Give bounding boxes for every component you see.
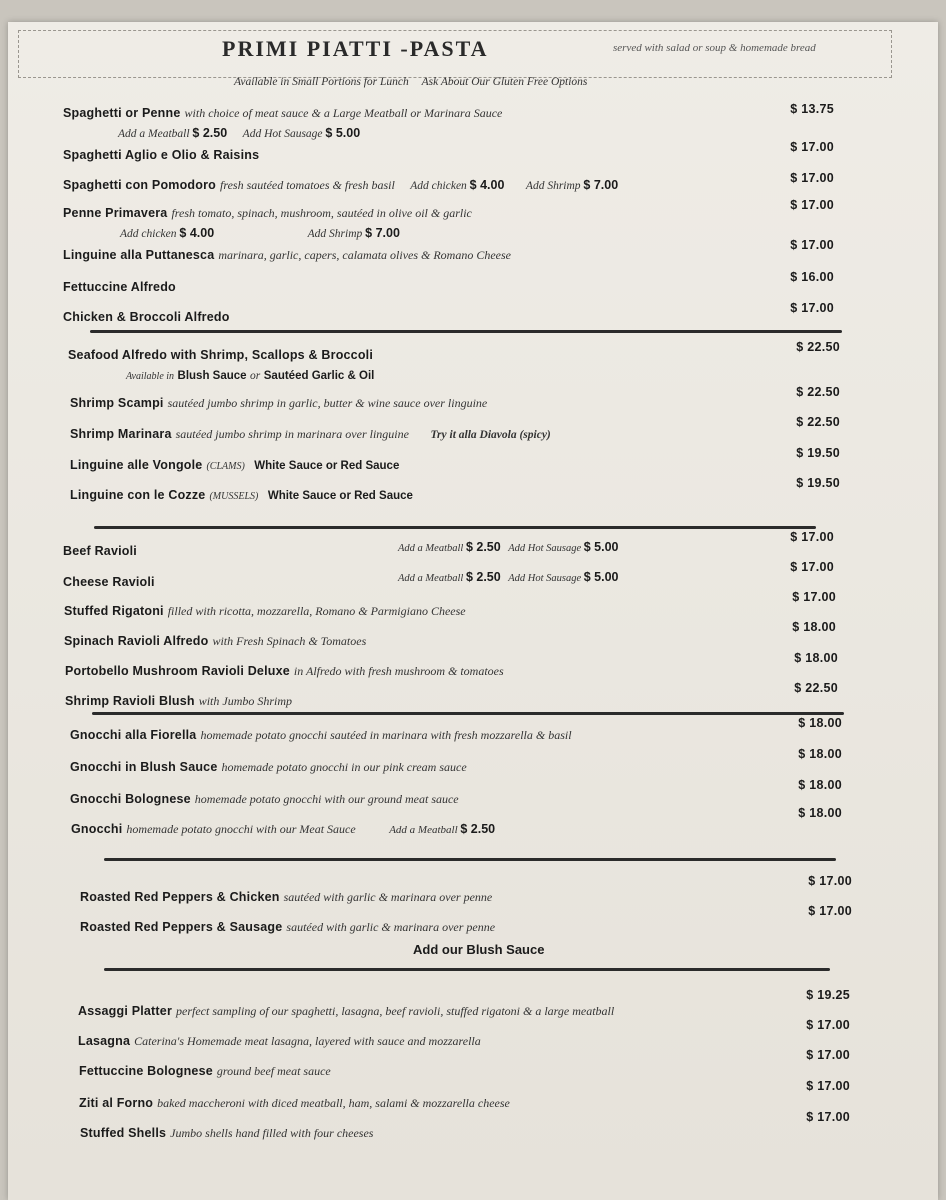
item-name: Linguine con le Cozze	[70, 488, 206, 502]
addon-line	[398, 540, 698, 554]
item-name: Spaghetti con Pomodoro	[63, 178, 217, 192]
section-divider	[92, 712, 844, 715]
item-name: Gnocchi Bolognese	[70, 792, 191, 806]
menu-item	[63, 178, 863, 193]
item-name: Seafood Alfredo with Shrimp, Scallops & Broccoli	[68, 348, 374, 362]
item-price: $ 17.00	[790, 198, 834, 212]
item-price: $ 17.00	[792, 590, 836, 604]
item-price: $ 17.00	[806, 1110, 850, 1124]
item-desc: fresh sautéed tomatoes & fresh basil	[220, 178, 395, 192]
item-desc: homemade potato gnocchi with our ground meat sauce	[194, 792, 459, 806]
item-price: $ 19.50	[796, 446, 840, 460]
item-name: Gnocchi	[71, 822, 123, 836]
item-desc: filled with ricotta, mozzarella, Romano & Parmigiano Cheese	[167, 604, 466, 618]
menu-item	[80, 890, 880, 905]
addon-meatball-label: Add a Meatball	[389, 824, 458, 836]
menu-item	[68, 348, 868, 362]
small-portions-note: Available in Small Portions for Lunch	[234, 76, 409, 88]
item-price: $ 19.25	[806, 988, 850, 1002]
item-desc: sautéed with garlic & marinara over penne	[283, 890, 493, 904]
menu-item	[70, 458, 870, 472]
menu-item	[70, 728, 870, 743]
item-desc: with choice of meat sauce & a Large Meatball or Marinara Sauce	[184, 106, 503, 120]
item-price: $ 16.00	[790, 270, 834, 284]
item-price: $ 22.50	[796, 340, 840, 354]
menu-item	[63, 248, 863, 263]
item-name: Gnocchi in Blush Sauce	[70, 760, 218, 774]
item-price: $ 17.00	[790, 560, 834, 574]
item-price: $ 17.00	[790, 301, 834, 315]
item-price: $ 18.00	[792, 620, 836, 634]
available-in-label: Available in	[126, 371, 175, 382]
item-desc: in Alfredo with fresh mushroom & tomatoes	[293, 664, 504, 678]
served-with-note: served with salad or soup & homemade bread	[613, 42, 816, 54]
addon-shrimp-label: Add Shrimp	[307, 228, 363, 240]
addon-meatball-price: $ 2.50	[460, 822, 496, 836]
section-divider	[94, 526, 816, 529]
item-name: Penne Primavera	[63, 206, 168, 220]
item-name: Linguine alle Vongole	[70, 458, 203, 472]
item-price: $ 18.00	[798, 747, 842, 761]
gluten-free-note: Ask About Our Gluten Free Options	[421, 76, 588, 88]
menu-item	[78, 1004, 878, 1019]
addon-shrimp-price: $ 7.00	[365, 226, 400, 240]
menu-item	[70, 792, 870, 807]
menu-item	[78, 1034, 878, 1049]
item-price: $ 17.00	[790, 530, 834, 544]
section-divider	[104, 968, 830, 971]
item-price: $ 22.50	[796, 385, 840, 399]
garlic-oil-option: Sautéed Garlic & Oil	[263, 370, 375, 382]
item-desc: sautéed with garlic & marinara over penne	[286, 920, 496, 934]
item-price: $ 17.00	[790, 171, 834, 185]
sauce-options	[126, 368, 926, 382]
item-name: Stuffed Shells	[80, 1126, 167, 1140]
addon-meatball-label: Add a Meatball	[398, 573, 464, 584]
item-desc: with Fresh Spinach & Tomatoes	[212, 634, 367, 648]
addon-chicken-label: Add chicken	[410, 180, 467, 192]
item-price: $ 18.00	[798, 806, 842, 820]
addon-meatball-price: $ 2.50	[465, 540, 501, 554]
addon-sausage-price: $ 5.00	[583, 540, 619, 554]
addon-sausage-price: $ 5.00	[583, 570, 619, 584]
addon-chicken-price: $ 4.00	[179, 226, 215, 240]
menu-item	[63, 280, 863, 294]
item-price: $ 18.00	[794, 651, 838, 665]
item-price: $ 18.00	[798, 716, 842, 730]
item-price: $ 17.00	[790, 238, 834, 252]
menu-item	[64, 604, 864, 619]
item-price: $ 17.00	[808, 874, 852, 888]
addon-chicken-price: $ 4.00	[469, 178, 505, 192]
menu-item	[70, 427, 870, 442]
menu-item	[79, 1064, 879, 1079]
addon-meatball-label: Add a Meatball	[398, 543, 464, 554]
add-blush-note: Add our Blush Sauce	[413, 942, 545, 957]
item-desc: (CLAMS)	[206, 461, 245, 472]
item-desc: homemade potato gnocchi with our Meat Sauce	[126, 822, 356, 836]
item-name: Fettuccine Alfredo	[63, 280, 176, 294]
menu-title: PRIMI PIATTI -PASTA	[222, 36, 489, 61]
addon-chicken-label: Add chicken	[120, 228, 177, 240]
item-extra: White Sauce or Red Sauce	[254, 460, 400, 472]
menu-item	[64, 634, 864, 649]
item-extra: Try it alla Diavola (spicy)	[430, 429, 551, 441]
item-desc: Caterina's Homemade meat lasagna, layered with sauce and mozzarella	[134, 1034, 481, 1048]
menu-item	[71, 822, 871, 837]
item-desc: marinara, garlic, capers, calamata olives & Romano Cheese	[218, 248, 512, 262]
item-price: $ 17.00	[806, 1079, 850, 1093]
item-name: Lasagna	[78, 1034, 131, 1048]
item-name: Stuffed Rigatoni	[64, 604, 164, 618]
addon-meatball-price: $ 2.50	[465, 570, 501, 584]
blush-sauce-option: Blush Sauce	[177, 370, 247, 382]
item-desc: baked maccheroni with diced meatball, ham, salami & mozzarella cheese	[157, 1096, 510, 1110]
item-name: Shrimp Ravioli Blush	[65, 694, 195, 708]
item-price: $ 17.00	[806, 1048, 850, 1062]
item-name: Shrimp Marinara	[70, 427, 172, 441]
menu-item	[63, 106, 863, 121]
item-name: Ziti al Forno	[79, 1096, 154, 1110]
addon-sausage-label: Add Hot Sausage	[242, 128, 323, 140]
section-divider	[104, 858, 836, 861]
item-desc: Jumbo shells hand filled with four cheeses	[170, 1126, 374, 1140]
menu-item	[70, 396, 870, 411]
item-price: $ 19.50	[796, 476, 840, 490]
addon-shrimp-price: $ 7.00	[583, 178, 619, 192]
or-label: or	[250, 370, 261, 382]
item-price: $ 17.00	[790, 140, 834, 154]
item-desc: homemade potato gnocchi in our pink cream sauce	[221, 760, 467, 774]
item-name: Beef Ravioli	[63, 544, 137, 558]
menu-item	[70, 760, 870, 775]
item-desc: fresh tomato, spinach, mushroom, sautéed in olive oil & garlic	[171, 206, 472, 220]
addon-sausage-price: $ 5.00	[325, 126, 361, 140]
item-name: Linguine alla Puttanesca	[63, 248, 215, 262]
item-name: Cheese Ravioli	[63, 575, 155, 589]
menu-item	[79, 1096, 879, 1111]
addon-shrimp-label: Add Shrimp	[525, 180, 581, 192]
item-name: Roasted Red Peppers & Chicken	[80, 890, 280, 904]
menu-item	[63, 310, 863, 324]
item-desc: sautéed jumbo shrimp in marinara over linguine	[175, 427, 409, 441]
item-name: Shrimp Scampi	[70, 396, 164, 410]
item-price: $ 22.50	[796, 415, 840, 429]
item-name: Chicken & Broccoli Alfredo	[63, 310, 230, 324]
addon-meatball-price: $ 2.50	[192, 126, 228, 140]
menu-item	[80, 920, 880, 935]
item-desc: ground beef meat sauce	[216, 1064, 331, 1078]
item-desc: sautéed jumbo shrimp in garlic, butter & wine sauce over linguine	[167, 396, 488, 410]
item-name: Fettuccine Bolognese	[79, 1064, 213, 1078]
item-name: Portobello Mushroom Ravioli Deluxe	[65, 664, 290, 678]
menu-item	[70, 488, 870, 502]
addon-line	[118, 126, 918, 140]
item-name: Assaggi Platter	[78, 1004, 173, 1018]
addon-meatball-label: Add a Meatball	[118, 128, 190, 140]
addon-sausage-label: Add Hot Sausage	[508, 573, 582, 584]
menu-item	[65, 694, 865, 709]
addon-sausage-label: Add Hot Sausage	[508, 543, 582, 554]
subheader	[234, 76, 587, 88]
menu-item	[63, 206, 863, 221]
section-divider	[90, 330, 842, 333]
item-price: $ 17.00	[808, 904, 852, 918]
item-price: $ 18.00	[798, 778, 842, 792]
item-price: $ 13.75	[790, 102, 834, 116]
item-desc: homemade potato gnocchi sautéed in marinara with fresh mozzarella & basil	[200, 728, 572, 742]
menu-item	[63, 148, 863, 162]
menu-page	[8, 22, 938, 1200]
item-desc: (MUSSELS)	[209, 491, 259, 502]
menu-item	[65, 664, 865, 679]
item-desc: with Jumbo Shrimp	[198, 694, 293, 708]
item-name: Spinach Ravioli Alfredo	[64, 634, 209, 648]
addon-line	[398, 570, 698, 584]
item-name: Spaghetti Aglio e Olio & Raisins	[63, 148, 260, 162]
item-name: Roasted Red Peppers & Sausage	[80, 920, 283, 934]
item-price: $ 22.50	[794, 681, 838, 695]
item-extra: White Sauce or Red Sauce	[267, 490, 413, 502]
item-name: Spaghetti or Penne	[63, 106, 181, 120]
item-price: $ 17.00	[806, 1018, 850, 1032]
menu-item	[80, 1126, 880, 1141]
item-name: Gnocchi alla Fiorella	[70, 728, 197, 742]
item-desc: perfect sampling of our spaghetti, lasagna, beef ravioli, stuffed rigatoni & a large meatball	[176, 1004, 615, 1018]
